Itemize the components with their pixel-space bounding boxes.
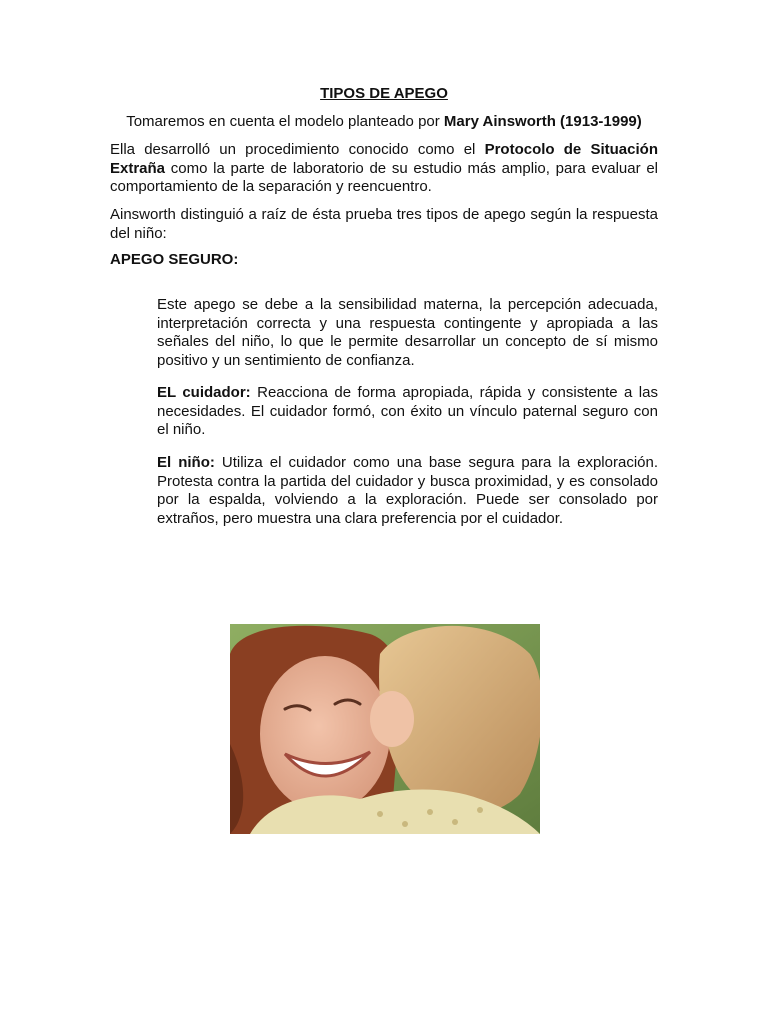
paragraph-protocol-pre: Ella desarrolló un procedimiento conocido como el xyxy=(110,141,485,158)
intro-line xyxy=(0,113,768,130)
child-paragraph xyxy=(157,454,658,528)
caregiver-label: EL cuidador: xyxy=(157,384,251,401)
caregiver-paragraph xyxy=(157,384,658,440)
paragraph-protocol xyxy=(110,141,658,197)
document-title: TIPOS DE APEGO xyxy=(320,85,448,102)
section-heading-secure: APEGO SEGURO: xyxy=(110,251,239,268)
paragraph-protocol-bold: Protocolo de Situación Extraña xyxy=(110,141,658,177)
intro-author: Mary Ainsworth (1913-1999) xyxy=(443,113,642,130)
child-label: El niño: xyxy=(157,454,215,471)
paragraph-types: Ainsworth distinguió a raíz de ésta prueba tres tipos de apego según la respuesta del niño: xyxy=(110,206,658,242)
photo-illustration xyxy=(230,624,540,834)
caregiver-text: Reacciona de forma apropiada, rápida y consistente a las necesidades. El cuidador formó, con éxito un vínculo paternal seguro con el niño. xyxy=(157,384,658,438)
child-text: Utiliza el cuidador como una base segura para la exploración. Protesta contra la partida del cuidador y busca proximidad, y es consolado por la espalda, volviendo a la exploración. Puede ser consolado por extraños, pero muestra una clara preferencia por el cuidador. xyxy=(157,454,659,527)
mother-child-photo xyxy=(230,624,540,834)
paragraph-protocol-post: como la parte de laboratorio de su estudio más amplio, para evaluar el comportamiento de la separación y reencuentro. xyxy=(110,159,658,195)
section-body-secure: Este apego se debe a la sensibilidad materna, la percepción adecuada, interpretación correcta y una respuesta contingente y apropiada a las señales del niño, lo que le permite desarrollar un concepto de sí mismo positivo y un sentimiento de confianza. xyxy=(157,296,658,369)
intro-text: Tomaremos en cuenta el modelo planteado por xyxy=(126,113,444,130)
